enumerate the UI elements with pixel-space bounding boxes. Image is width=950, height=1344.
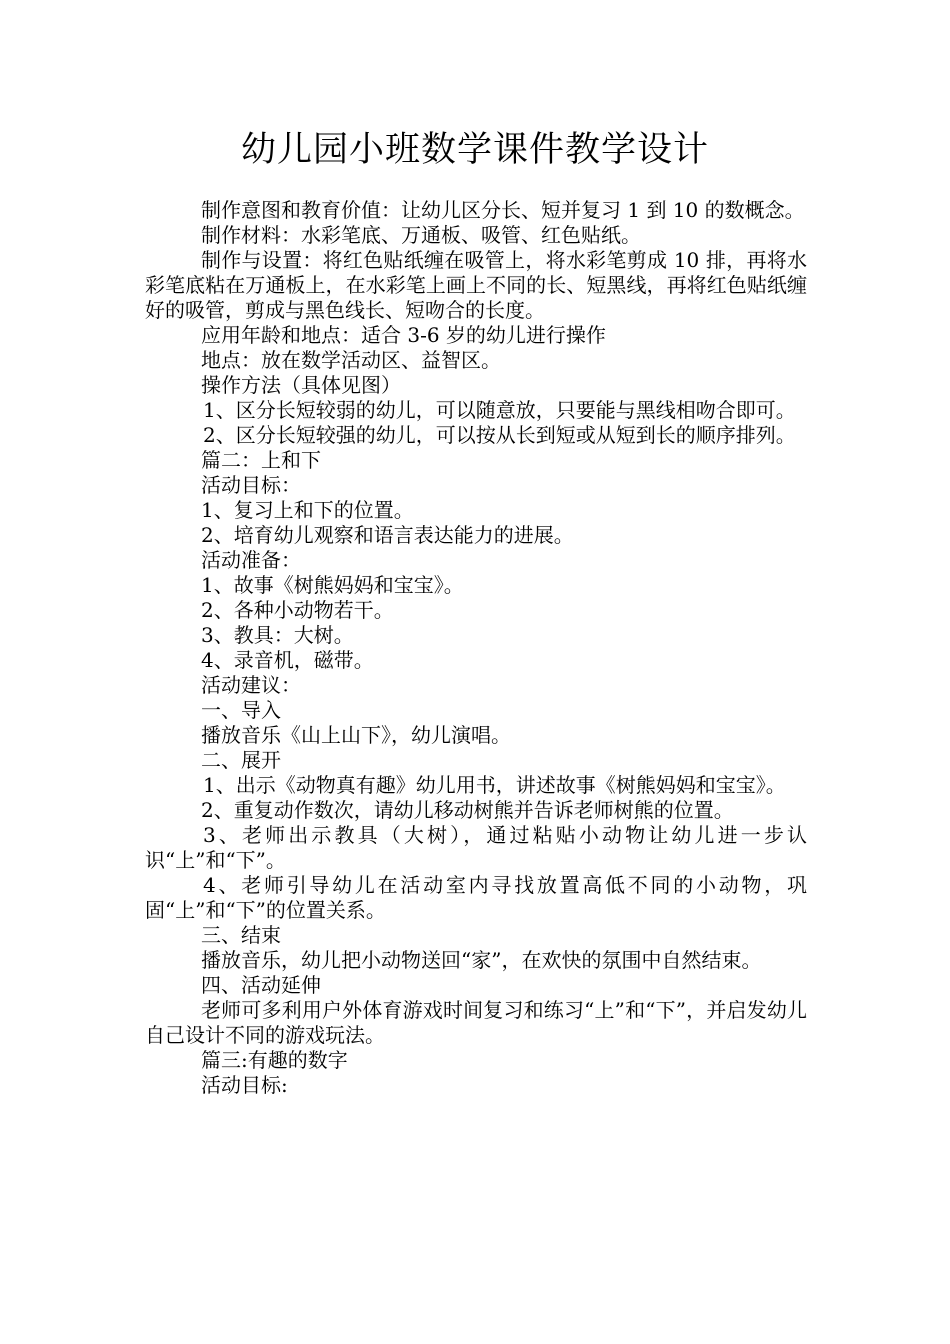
paragraph: 活动目标： xyxy=(201,473,301,497)
paragraph: 四、活动延伸 xyxy=(201,973,321,997)
list-item: 1、复习上和下的位置。 xyxy=(201,498,414,522)
list-item: 1、出示《动物真有趣》幼儿用书，讲述故事《树熊妈妈和宝宝》。 xyxy=(203,773,786,797)
paragraph: 播放音乐《山上山下》，幼儿演唱。 xyxy=(201,723,511,747)
paragraph: 操作方法（具体见图） xyxy=(201,373,401,397)
paragraph: 制作与设置：将红色贴纸缠在吸管上，将水彩笔剪成 10 排，再将水彩笔底粘在万通板上，在水彩笔上画上不同的长、短黑线，再将红色贴纸缠好的吸管，剪成与黑色线长、短吻合的长度。 xyxy=(145,248,807,322)
list-item: 2、重复动作数次，请幼儿移动树熊并告诉老师树熊的位置。 xyxy=(201,798,734,822)
list-item: 3、老师出示教具（大树），通过粘贴小动物让幼儿进一步认识“上”和“下”。 xyxy=(145,823,807,872)
list-item: 4、老师引导幼儿在活动室内寻找放置高低不同的小动物，巩固“上”和“下”的位置关系。 xyxy=(145,873,807,922)
paragraph: 应用年龄和地点：适合 3-6 岁的幼儿进行操作 xyxy=(201,323,606,347)
paragraph: 活动建议： xyxy=(201,673,301,697)
list-item: 2、培育幼儿观察和语言表达能力的进展。 xyxy=(201,523,574,547)
list-item: 3、教具：大树。 xyxy=(201,623,354,647)
paragraph: 老师可多利用户外体育游戏时间复习和练习“上”和“下”，并启发幼儿自己设计不同的游戏玩法。 xyxy=(145,998,807,1047)
paragraph: 地点：放在数学活动区、益智区。 xyxy=(201,348,501,372)
paragraph: 播放音乐，幼儿把小动物送回“家”，在欢快的氛围中自然结束。 xyxy=(201,948,762,972)
paragraph: 2、区分长短较强的幼儿，可以按从长到短或从短到长的顺序排列。 xyxy=(203,423,796,447)
paragraph: 制作材料：水彩笔底、万通板、吸管、红色贴纸。 xyxy=(201,223,641,247)
document-body xyxy=(145,198,807,1098)
paragraph: 制作意图和教育价值：让幼儿区分长、短并复习 1 到 10 的数概念。 xyxy=(201,198,805,222)
paragraph: 一、导入 xyxy=(201,698,281,722)
section-heading: 篇三:有趣的数字 xyxy=(201,1048,348,1072)
list-item: 1、故事《树熊妈妈和宝宝》。 xyxy=(201,573,464,597)
list-item: 4、录音机，磁带。 xyxy=(201,648,374,672)
section-heading: 篇二：上和下 xyxy=(201,448,321,472)
document-title: 幼儿园小班数学课件教学设计 xyxy=(240,130,709,170)
paragraph: 活动目标: xyxy=(201,1073,288,1097)
paragraph: 二、展开 xyxy=(201,748,281,772)
paragraph: 1、区分长短较弱的幼儿，可以随意放，只要能与黑线相吻合即可。 xyxy=(203,398,796,422)
list-item: 2、各种小动物若干。 xyxy=(201,598,394,622)
paragraph: 三、结束 xyxy=(201,923,281,947)
paragraph: 活动准备： xyxy=(201,548,301,572)
